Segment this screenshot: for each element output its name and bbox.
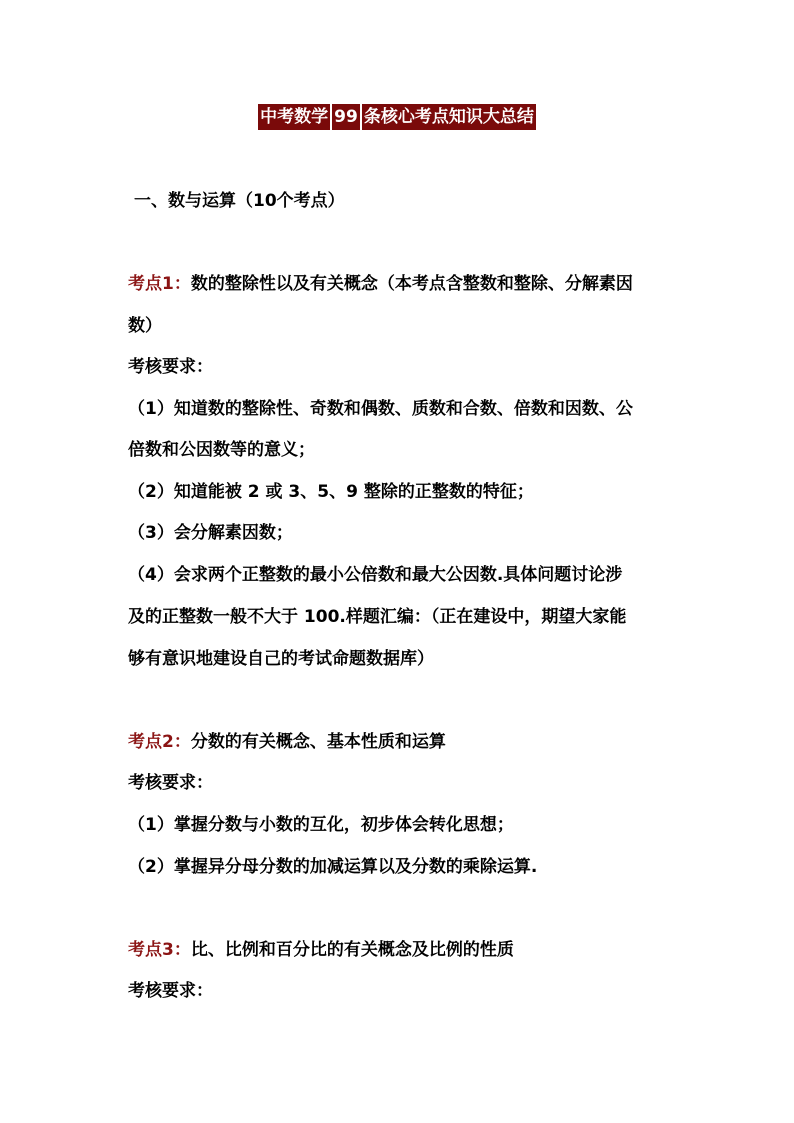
requirement-line: （3）会分解素因数；	[128, 523, 293, 543]
requirement-line: 够有意识地建设自己的考试命题数据库）	[128, 649, 434, 669]
kaodian-title: 比、比例和百分比的有关概念及比例的性质	[190, 940, 514, 960]
title-part: 99	[332, 104, 360, 130]
requirement-line: （4）会求两个正整数的最小公倍数和最大公因数.具体问题讨论涉	[128, 565, 623, 585]
kaodian-title: 数的整除性以及有关概念（本考点含整数和整除、分解素因	[190, 274, 633, 294]
kaodian-2-heading	[128, 730, 446, 754]
kaodian-label: 考点	[128, 940, 162, 960]
requirement-line: （2）掌握异分母分数的加减运算以及分数的乘除运算.	[128, 857, 538, 877]
kaodian-title: 分数的有关概念、基本性质和运算	[190, 732, 446, 752]
kaodian-3-heading	[128, 938, 514, 962]
kaodian-number: 1：	[162, 274, 191, 294]
title-part: 条核心考点知识大总结	[362, 104, 536, 130]
requirement-line: （1）知道数的整除性、奇数和偶数、质数和合数、倍数和因数、公	[128, 399, 633, 419]
requirements-label: 考核要求：	[128, 773, 213, 793]
requirements-label: 考核要求：	[128, 357, 213, 377]
kaodian-number: 3：	[162, 940, 191, 960]
kaodian-1-title-cont: 数）	[128, 316, 162, 336]
section-heading: 一、数与运算（10个考点）	[134, 191, 345, 211]
requirement-line: （2）知道能被 2 或 3、5、9 整除的正整数的特征；	[128, 482, 534, 502]
requirements-label: 考核要求：	[128, 981, 213, 1001]
requirement-line: 及的正整数一般不大于 100.样题汇编：（正在建设中，期望大家能	[128, 607, 627, 627]
kaodian-1-heading	[128, 272, 633, 296]
requirement-line: （1）掌握分数与小数的互化，初步体会转化思想；	[128, 815, 514, 835]
title-part: 中考数学	[258, 104, 330, 130]
kaodian-label: 考点	[128, 732, 162, 752]
document-title	[0, 104, 794, 130]
kaodian-number: 2：	[162, 732, 191, 752]
requirement-line: 倍数和公因数等的意义；	[128, 440, 315, 460]
kaodian-label: 考点	[128, 274, 162, 294]
